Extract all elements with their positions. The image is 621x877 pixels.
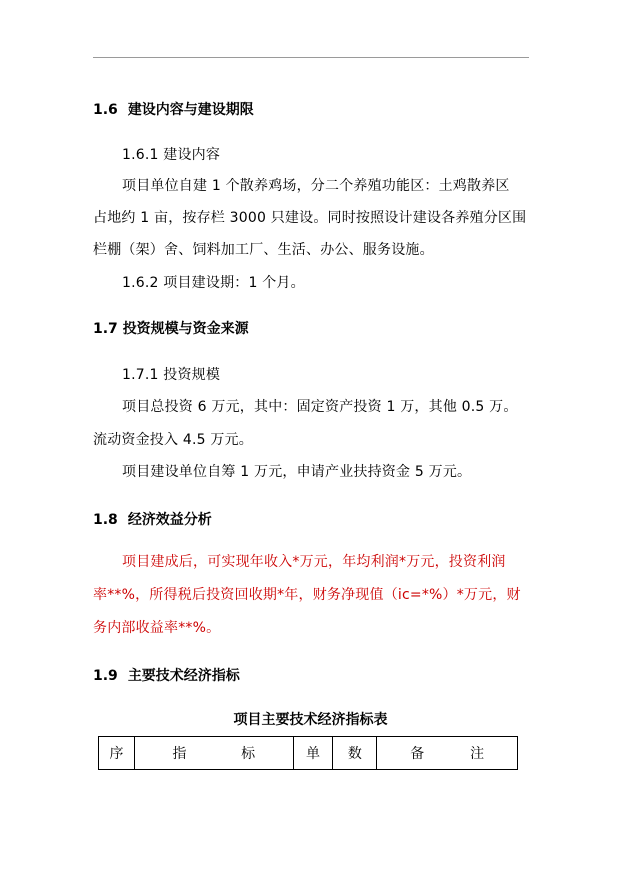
header-value: 数 (333, 737, 377, 770)
section-heading-1-7 (93, 318, 249, 338)
header-unit: 单 (293, 737, 333, 770)
section-number: 1.8 (93, 512, 118, 528)
paragraph-line: 栏棚（架）舍、饲料加工厂、生活、办公、服务设施。 (93, 242, 434, 258)
paragraph-line: 项目建设单位自筹 1 万元，申请产业扶持资金 5 万元。 (122, 464, 472, 480)
header-seq: 序 (99, 737, 135, 770)
header-note (377, 737, 518, 770)
header-indicator-char1: 指 (172, 746, 187, 762)
section-number: 1.7 (93, 321, 118, 337)
table-header-row (99, 737, 518, 770)
section-heading-1-9 (93, 665, 240, 685)
section-number: 1.9 (93, 668, 118, 684)
paragraph-line-red: 率**%，所得税后投资回收期*年，财务净现值（ic=*%）*万元，财 (93, 587, 521, 603)
table-title: 项目主要技术经济指标表 (233, 712, 388, 728)
header-indicator-char2: 标 (241, 746, 256, 762)
header-note-char1: 备 (410, 746, 425, 762)
subheading-1-6-2: 1.6.2 项目建设期：1 个月。 (122, 275, 305, 291)
section-heading-1-8 (93, 509, 212, 529)
section-title: 建设内容与建设期限 (127, 102, 254, 118)
paragraph-line: 项目总投资 6 万元，其中：固定资产投资 1 万，其他 0.5 万。 (122, 399, 518, 415)
header-rule (93, 57, 529, 58)
header-indicator (134, 737, 293, 770)
section-heading-1-6 (93, 99, 254, 119)
paragraph-line: 项目单位自建 1 个散养鸡场，分二个养殖功能区：土鸡散养区 (122, 178, 510, 194)
section-title: 投资规模与资金来源 (122, 321, 249, 337)
section-number: 1.6 (93, 102, 118, 118)
section-title: 经济效益分析 (127, 512, 212, 528)
paragraph-line-red: 务内部收益率**%。 (93, 620, 221, 636)
indicator-table (98, 736, 518, 770)
section-title: 主要技术经济指标 (127, 668, 240, 684)
paragraph-line-red: 项目建成后，可实现年收入*万元，年均利润*万元，投资利润 (122, 554, 506, 570)
subheading-1-7-1: 1.7.1 投资规模 (122, 367, 221, 383)
paragraph-line: 流动资金投入 4.5 万元。 (93, 432, 253, 448)
paragraph-line: 占地约 1 亩，按存栏 3000 只建设。同时按照设计建设各养殖分区围 (93, 210, 527, 226)
subheading-1-6-1: 1.6.1 建设内容 (122, 147, 221, 163)
header-note-char2: 注 (470, 746, 485, 762)
